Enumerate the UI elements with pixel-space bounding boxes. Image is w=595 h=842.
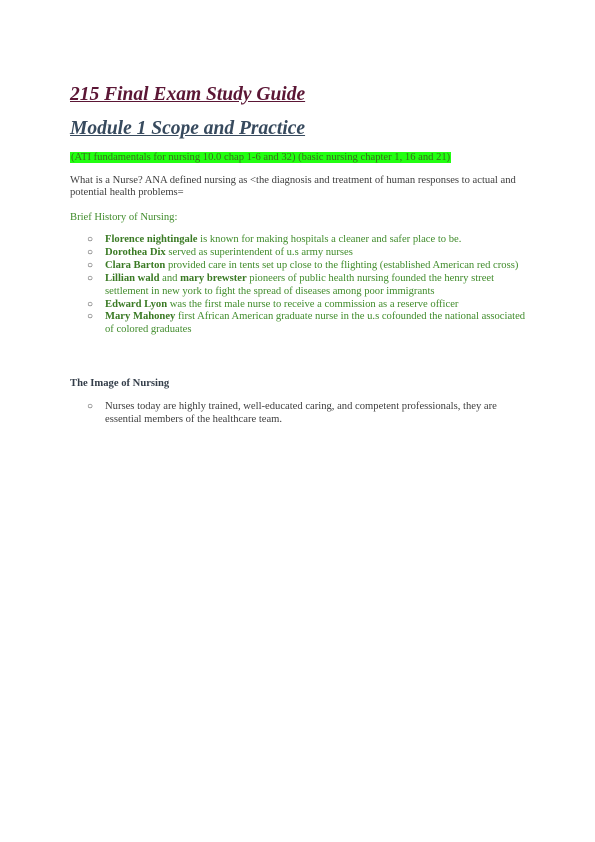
item-text: is known for making hospitals a cleaner and safer place to be. [197, 234, 462, 245]
list-item [70, 311, 530, 337]
image-of-nursing-list [70, 401, 530, 427]
item-text: provided care in tents set up close to the flighting (established American red cross) [165, 259, 519, 271]
person-name: mary brewster [180, 272, 247, 284]
image-of-nursing-heading: The Image of Nursing [70, 378, 170, 389]
person-name: Lillian wald [105, 272, 160, 284]
brief-history-heading: Brief History of Nursing: [70, 212, 178, 223]
item-connector: and [159, 272, 181, 284]
circle-bullet-icon: ○ [87, 298, 94, 310]
item-text: first African American graduate nurse in the u.s cofounded the national associated of colored graduates [105, 311, 526, 336]
list-item [70, 260, 530, 273]
circle-bullet-icon: ○ [87, 246, 94, 258]
item-text: Nurses today are highly trained, well-educated caring, and competent professionals, they are essential members of the healthcare team. [105, 401, 497, 425]
list-item [70, 299, 530, 312]
person-name: Clara Barton [105, 259, 166, 271]
reference-line [70, 151, 451, 164]
what-is-nurse-paragraph: What is a Nurse? ANA defined nursing as <the diagnosis and treatment of human responses to actual and potential health problems= [70, 175, 516, 199]
highlighted-reference: (ATI fundamentals for nursing 10.0 chap 1-6 and 32) (basic nursing chapter 1, 16 and 21) [71, 152, 451, 163]
circle-bullet-icon: ○ [87, 311, 94, 323]
circle-bullet-icon: ○ [87, 234, 94, 245]
circle-bullet-icon: ○ [87, 401, 94, 412]
item-text: was the first male nurse to receive a commission as a reserve officer [167, 298, 459, 310]
person-name: Edward Lyon [105, 298, 168, 310]
study-guide-title: 215 Final Exam Study Guide [70, 84, 306, 105]
circle-bullet-icon: ○ [87, 272, 94, 284]
list-item [70, 247, 530, 260]
list-item [70, 273, 530, 299]
person-name: Mary Mahoney [105, 311, 176, 323]
list-item [70, 401, 530, 427]
person-name: Florence nightingale [105, 234, 198, 245]
brief-history-list [70, 234, 530, 337]
list-item [70, 234, 530, 247]
circle-bullet-icon: ○ [87, 259, 94, 271]
module-title: Module 1 Scope and Practice [70, 118, 306, 139]
person-name: Dorothea Dix [105, 246, 166, 258]
item-text: served as superintendent of u.s army nurses [165, 246, 353, 258]
item-text: pioneers of public health nursing founded the henry street settlement in new york to fight the spread of diseases among poor immigrants [105, 272, 495, 297]
